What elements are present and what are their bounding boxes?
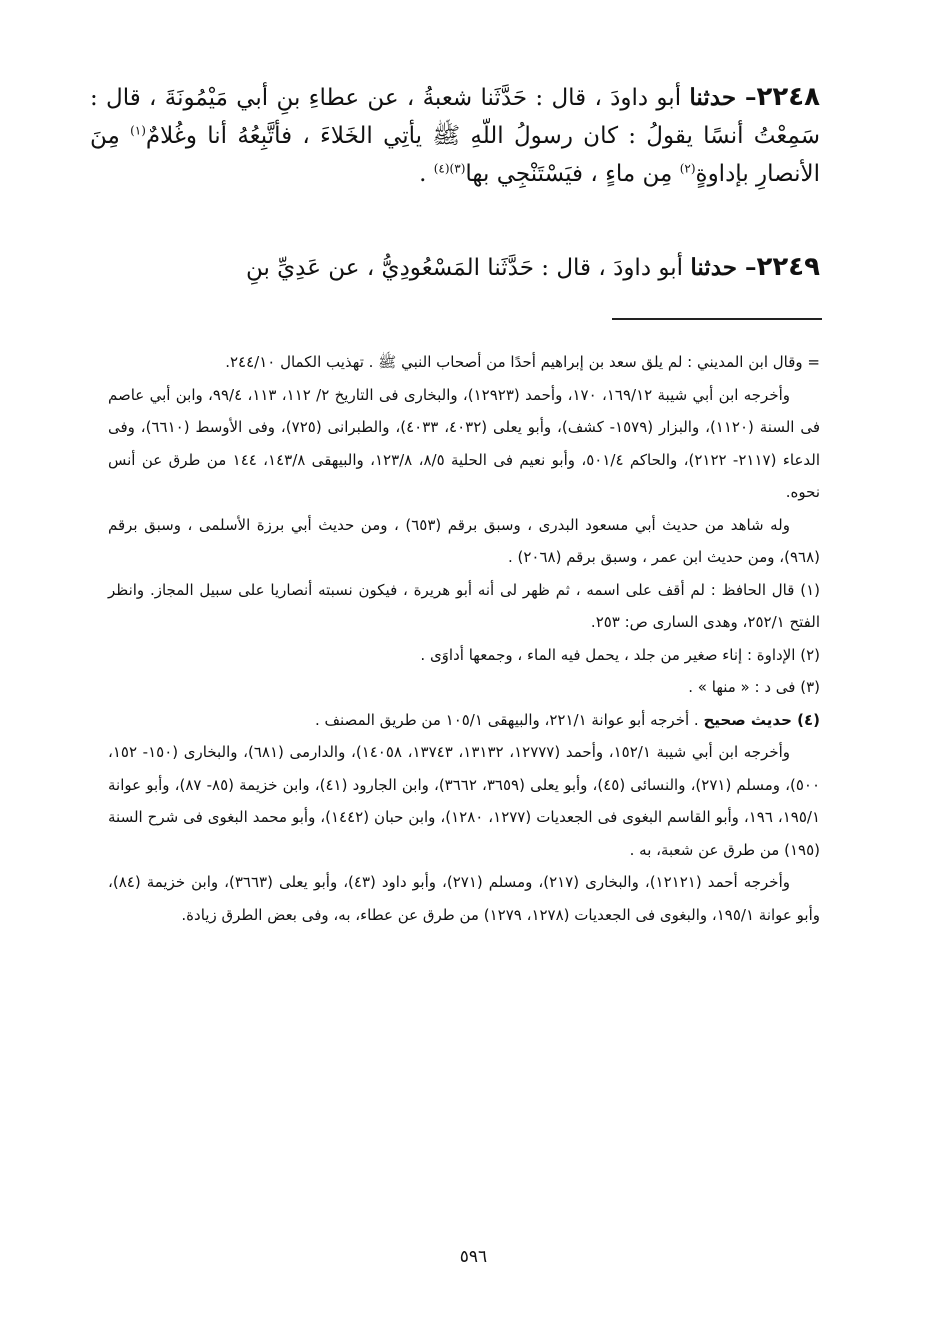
footnote-marker: (٣)(٤)	[433, 161, 466, 176]
footnote-paragraph	[108, 639, 820, 672]
footnote-paragraph	[108, 704, 820, 737]
footnote-text: (٣) فى د : « منها » .	[688, 678, 820, 696]
hadith-text: أبو داودَ ، قال : حَدَّثَنا شعبةُ ، عن عطاءِ بنِ أبي مَيْمُونَةَ ، قال : سَمِعْتُ أنسًا يقولُ : كان رسولُ اللّهِ ﷺ يأتِي الخَلاءَ ، فأتَّبِعُهُ أنا وغُلامٌ	[90, 85, 821, 149]
footnote-text: وله شاهد من حديث أبي مسعود البدرى ، وسبق برقم (٦٥٣) ، ومن حديث أبي برزة الأسلمى ، وسبق برقم (٩٦٨)، ومن حديث ابن عمر ، وسبق برقم (٢٠٦٨) .	[108, 515, 820, 566]
page-number: ٥٩٦	[459, 1247, 488, 1267]
footnote-marker: (٢)	[679, 161, 696, 176]
footnote-text: . أخرجه أبو عوانة ٢٢١/١، والبيهقى ١٠٥/١ من طريق المصنف .	[314, 710, 699, 729]
footnotes	[108, 346, 820, 931]
hadith-number: ٢٢٤٩	[756, 252, 820, 282]
footnote-paragraph	[108, 346, 820, 379]
footnote-text: وأخرجه ابن أبي شيبة ١٦٩/١٢، ١٧٠، وأحمد (١٢٩٢٣)، والبخارى فى التاريخ ٢/ ١١٢، ١١٣، ٩٩/٤، وابن أبي عاصم فى السنة (١١٢٠)، والبزار (١٥٧٩- كشف)، وأبو يعلى (٤٠٣٢، ٤٠٣٣)، والطبرانى (٧٢٥)، وفى الأوسط (٦٦١٠)، وفى الدعاء (٢١١٧- ٢١٢٢)، والحاكم ٥٠١/٤، وأبو نعيم فى الحلية ٨/٥، ١٢٣/٨، والبيهقى ١٤٣/٨، ١٤٤ من طرق عن أنس نحوه.	[108, 385, 821, 501]
hadith-lead: – حدثنا	[689, 84, 757, 111]
hadith-text: .	[419, 161, 427, 187]
hadith-lead: – حدثنا	[690, 254, 757, 281]
hadith-text: مِن ماءٍ ، فيَسْتَنْجِي بها	[465, 161, 673, 187]
footnote-lead: (٤) حديث صحيح	[703, 710, 820, 729]
footnote-paragraph	[108, 736, 820, 866]
hadith-number: ٢٢٤٨	[756, 82, 821, 112]
footnote-paragraph	[108, 379, 820, 509]
footnote-paragraph	[108, 509, 820, 574]
footnote-paragraph	[108, 671, 820, 704]
hadith-text: مِنَ الأنصارِ بإداوةٍ	[90, 123, 820, 187]
footnote-text: وأخرجه ابن أبي شيبة ١٥٢/١، وأحمد (١٢٧٧٧، ١٣١٣٢، ١٣٧٤٣، ١٤٠٥٨)، والدارمى (٦٨١)، والبخارى (١٥٠- ١٥٢، ٥٠٠)، ومسلم (٢٧١)، والنسائى (٤٥)، وأبو يعلى (٣٦٥٩، ٣٦٦٢)، وابن الجارود (٤١)، وابن خزيمة (٨٥- ٨٧)، وأبو عوانة ١٩٥/١، ١٩٦، وأبو القاسم البغوى فى الجعديات (١٢٧٧، ١٢٨٠)، وابن حبان (١٤٤٢)، وأبو محمد البغوى فى شرح السنة (١٩٥) من طرق عن شعبة، به .	[108, 743, 820, 859]
footnote-paragraph	[108, 574, 820, 639]
hadith-2249	[90, 248, 820, 287]
footnote-text: = وقال ابن المديني : لم يلق سعد بن إبراهيم أحدًا من أصحاب النبي ﷺ . تهذيب الكمال ٢٤٤/١٠.	[225, 353, 820, 371]
footnote-text: (٢) الإداوة : إناء صغير من جلد ، يحمل فيه الماء ، وجمعها أداوَى .	[420, 645, 820, 664]
footnote-text: (١) قال الحافظ : لم أقف على اسمه ، ثم ظهر لى أنه أبو هريرة ، فيكون نسبته أنصاريا على سبيل المجاز. وانظر الفتح ٢٥٢/١، وهدى السارى ص: ٢٥٣.	[108, 580, 820, 631]
footnote-marker: (١)	[130, 123, 146, 138]
footnote-paragraph	[108, 866, 820, 931]
hadith-2248	[90, 78, 820, 193]
footnote-text: وأخرجه أحمد (١٢١٢١)، والبخارى (٢١٧)، ومسلم (٢٧١)، وأبو داود (٤٣)، وأبو يعلى (٣٦٦٣)، وابن خزيمة (٨٤)، وأبو عوانة ١٩٥/١، والبغوى فى الجعديات (١٢٧٨، ١٢٧٩) من طرق عن عطاء، به، وفى بعض الطرق زيادة.	[108, 873, 820, 924]
footnote-separator	[612, 318, 822, 320]
hadith-text: أبو داودَ ، قال : حَدَّثَنا المَسْعُودِيُّ ، عن عَدِيِّ بنِ	[245, 255, 684, 281]
